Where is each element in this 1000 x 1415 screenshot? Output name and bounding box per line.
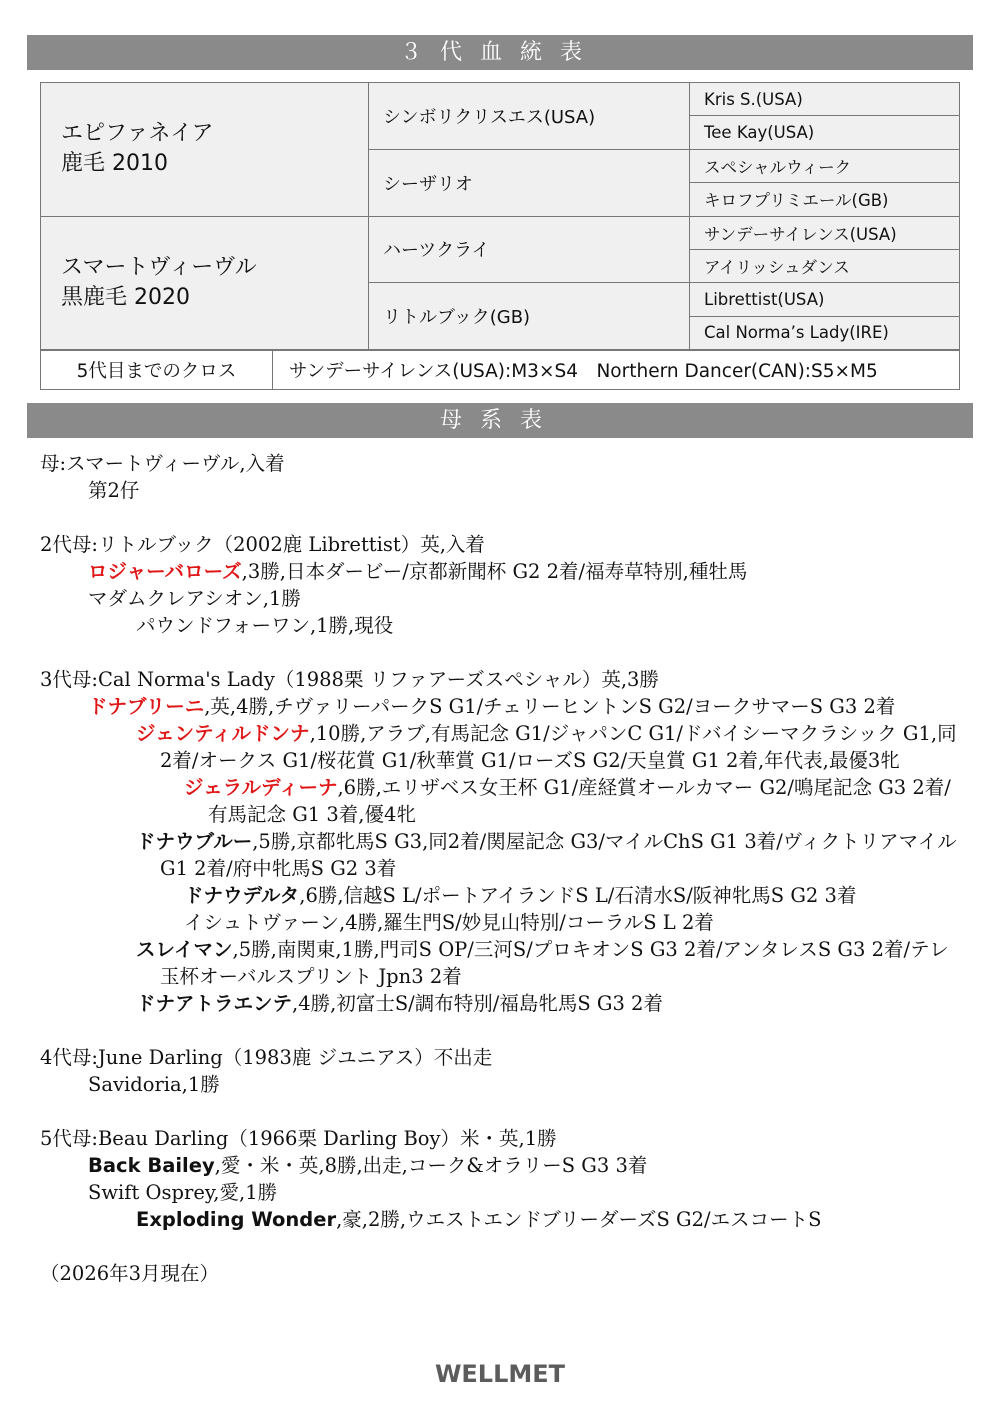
family-entry: ドナアトラエンテ,4勝,初富士S/調布特別/福島牝馬S G3 2着 [136,992,663,1015]
dam-dam-cell: リトルブック(GB) [369,283,690,350]
pedigree-section-header: ３代血統表 [27,35,973,70]
horse-name: ドナアトラエンテ [136,992,293,1015]
fifth-dam-line: 5代母:Beau Darling（1966栗 Darling Boy）米・英,1勝 [40,1127,557,1150]
dam-name: スマートヴィーヴル [61,254,257,280]
inbreeding-cross-table [40,350,960,390]
pedigree-g3-cell: キロフプリミエール(GB) [690,183,960,216]
family-entry: パウンドフォーワン,1勝,現役 [136,614,394,637]
cross-label: 5代目までのクロス [41,351,273,390]
dam-cell [41,216,369,350]
fourth-dam-line: 4代母:June Darling（1983鹿 ジユニアス）不出走 [40,1046,493,1069]
sire-name: エピファネイア [61,121,214,147]
pedigree-g3-cell: スペシャルウィーク [690,149,960,182]
horse-name: ドナブリーニ [88,695,205,718]
pedigree-g3-cell: サンデーサイレンス(USA) [690,216,960,249]
sire-cell [41,83,369,217]
horse-name: ロジャーバローズ [88,560,242,583]
dam-line: 母:スマートヴィーヴル,入着 [40,452,285,475]
family-entry: Back Bailey,愛・米・英,8勝,出走,コーク&オラリーS G3 3着 [88,1154,648,1177]
pedigree-g3-cell: Tee Kay(USA) [690,116,960,149]
sire-dam-cell: シーザリオ [369,149,690,216]
maternal-family-list [40,450,965,1287]
horse-name: ドナウデルタ [184,884,300,907]
pedigree-g3-cell: アイリッシュダンス [690,249,960,282]
cross-value: サンデーサイレンス(USA):M3×S4 Northern Dancer(CAN):S5×M5 [273,351,960,390]
pedigree-g3-cell: Cal Norma’s Lady(IRE) [690,316,960,349]
family-entry: ジェンティルドンナ,10勝,アラブ,有馬記念 G1/ジャパンC G1/ドバイシーマクラシック G1,同2着/オークス G1/桜花賞 G1/秋華賞 G1/ローズS G2/天皇賞 G1 2着,年代表,最優3牝 [136,722,957,772]
family-entry: ドナウブルー,5勝,京都牝馬S G3,同2着/関屋記念 G3/マイルChS G1 3着/ヴィクトリアマイル G1 2着/府中牝馬S G2 3着 [136,830,957,880]
pedigree-g3-cell: Kris S.(USA) [690,83,960,116]
maternal-section-header: 母系表 [27,403,973,438]
family-entry: ロジャーバローズ,3勝,日本ダービー/京都新聞杯 G2 2着/福寿草特別,種牡馬 [88,560,748,583]
family-entry: スレイマン,5勝,南関東,1勝,門司S OP/三河S/プロキオンS G3 2着/アンタレスS G3 2着/テレ玉杯オーバルスプリント Jpn3 2着 [136,938,949,988]
family-entry: ドナブリーニ,英,4勝,チヴァリーパークS G1/チェリーヒントンS G2/ヨークサマーS G3 2着 [88,695,896,718]
horse-name: ドナウブルー [136,830,253,853]
wellmet-logo: WELLMET [434,1360,566,1388]
family-entry: マダムクレアシオン,1勝 [88,587,301,610]
sire-sire-cell: シンボリクリスエス(USA) [369,83,690,150]
horse-name: Exploding Wonder [136,1208,337,1231]
horse-name: Back Bailey [88,1154,215,1177]
family-entry: イシュトヴァーン,4勝,羅生門S/妙見山特別/コーラルS L 2着 [184,911,714,934]
dam-foal-number: 第2仔 [88,479,140,502]
pedigree-g3-cell: Librettist(USA) [690,283,960,316]
horse-name: ジェンティルドンナ [136,722,310,745]
pedigree-table [40,82,960,350]
family-entry: Swift Osprey,愛,1勝 [88,1181,278,1204]
second-dam-line: 2代母:リトルブック（2002鹿 Librettist）英,入着 [40,533,485,556]
horse-name: ジェラルディーナ [184,776,338,799]
family-entry: Exploding Wonder,豪,2勝,ウエストエンドブリーダーズS G2/エスコートS [136,1208,822,1231]
third-dam-line: 3代母:Cal Norma's Lady（1988栗 リファアーズスペシャル）英,3勝 [40,668,659,691]
dam-info: 黒鹿毛 2020 [61,284,190,310]
family-entry: Savidoria,1勝 [88,1073,220,1096]
sire-info: 鹿毛 2010 [61,151,168,177]
as-of-date-note: （2026年3月現在） [40,1262,220,1285]
dam-sire-cell: ハーツクライ [369,216,690,283]
family-entry: ドナウデルタ,6勝,信越S L/ポートアイランドS L/石清水S/阪神牝馬S G2 3着 [184,884,857,907]
family-entry: ジェラルディーナ,6勝,エリザベス女王杯 G1/産経賞オールカマー G2/鳴尾記念 G3 2着/有馬記念 G1 3着,優4牝 [184,776,951,826]
horse-name: スレイマン [136,938,233,961]
